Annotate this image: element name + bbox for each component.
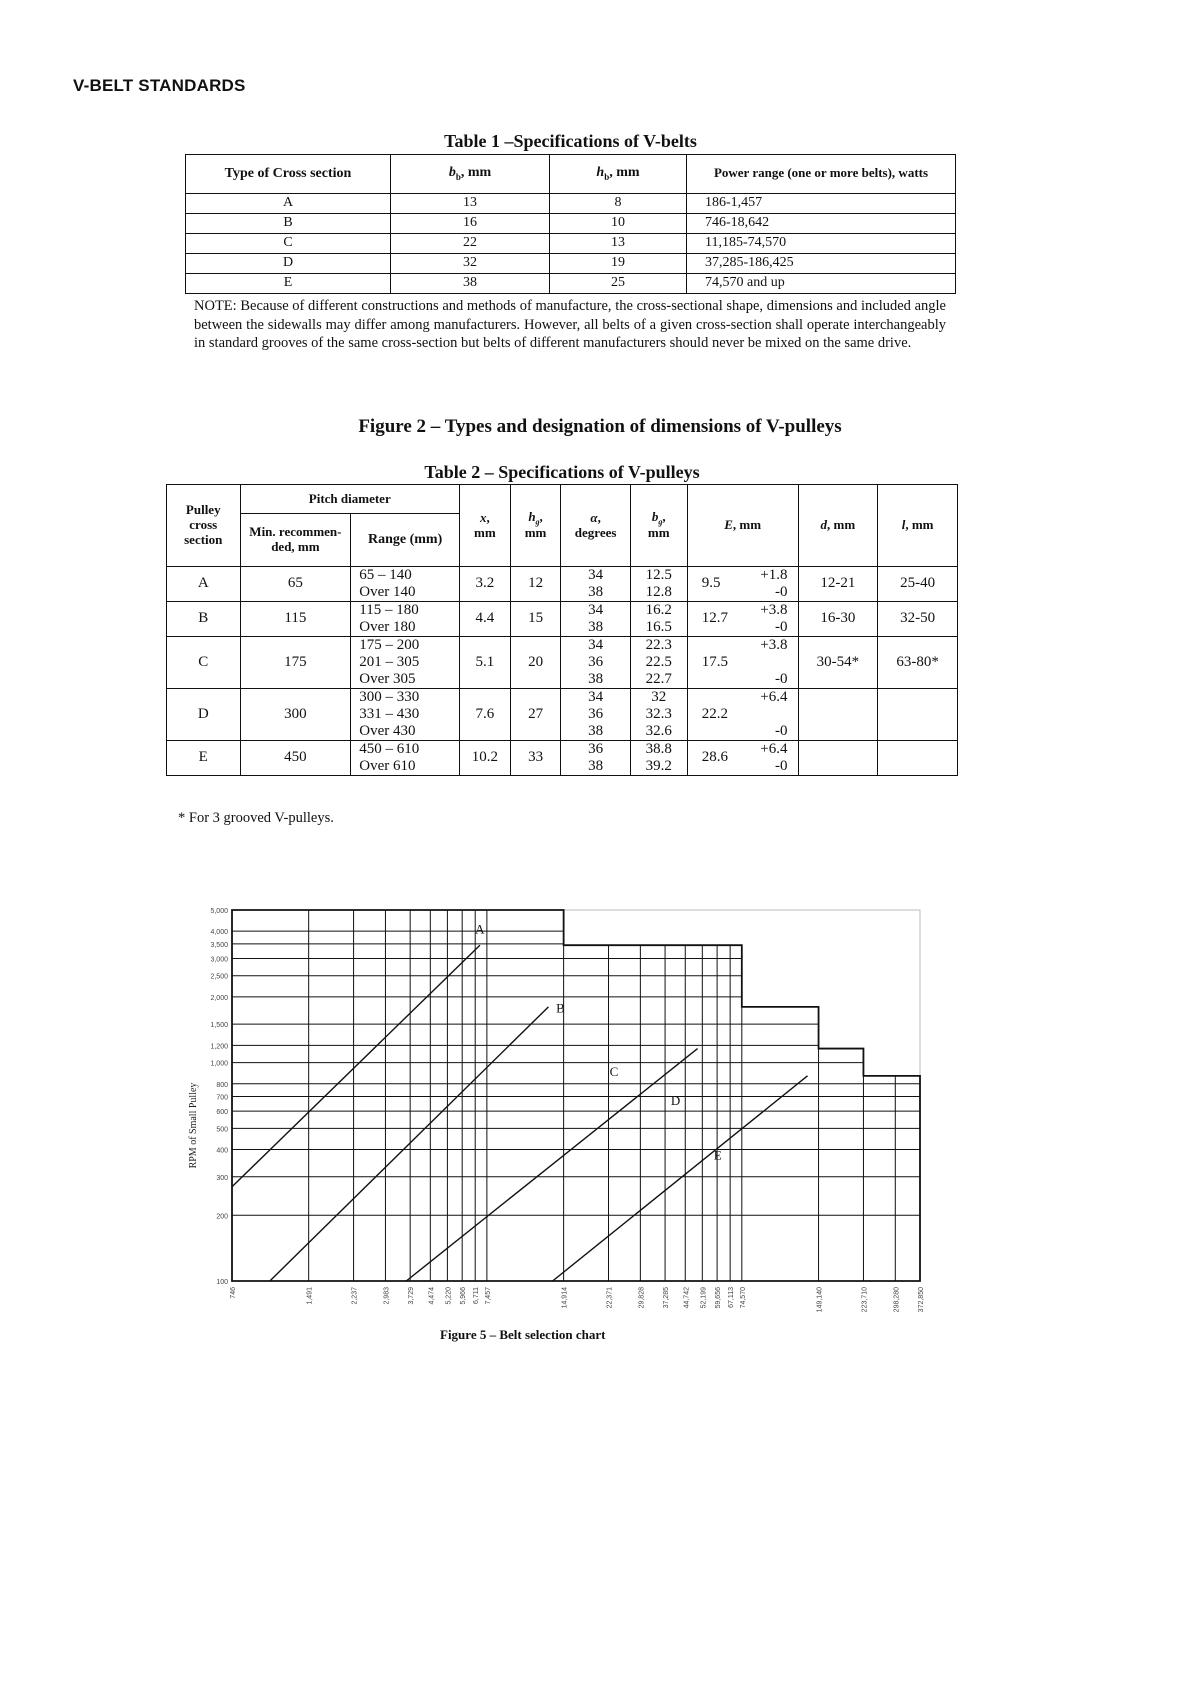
table-cell: D [186,254,391,274]
table1-caption: Table 1 –Specifications of V-belts [444,131,697,151]
table-row [186,214,956,234]
table-cell: 63-80* [878,637,958,689]
x-tick-label: 4,474 [428,1287,436,1305]
table-cell: 115 – 180 Over 180 [351,602,460,637]
table1-header-power: Power range (one or more belts), watts [687,155,956,194]
x-tick-label: 22,371 [606,1287,614,1309]
y-tick-label: 200 [216,1213,228,1221]
table-cell: 3.2 [459,567,510,602]
table-cell: 22.3 22.5 22.7 [630,637,687,689]
table-cell: 15 [510,602,561,637]
table-cell: 32 [391,254,550,274]
x-tick-label: 52,199 [700,1287,708,1309]
y-tick-label: 300 [216,1174,228,1182]
x-tick-label: 7,457 [484,1287,492,1305]
table-cell: 32 32.3 32.6 [630,689,687,741]
table-row [186,254,956,274]
table1-header-row [186,155,956,194]
table1 [185,154,956,294]
table-cell: 16-30 [798,602,878,637]
table-cell: 74,570 and up [687,274,956,294]
table-cell: 22.2 +6.4 -0 [687,689,798,741]
plot-frame [232,910,920,1281]
table-cell: 746-18,642 [687,214,956,234]
y-tick-label: 500 [216,1126,228,1134]
table-cell: 34 36 38 [561,637,630,689]
table2-caption: Table 2 – Specifications of V-pulleys [424,462,700,482]
y-tick-label: 700 [216,1094,228,1102]
table-cell: 28.6 +6.4 -0 [687,741,798,776]
region-label-a: A [475,921,485,937]
table-cell: 13 [550,234,687,254]
table2-header-pitch: Pitch diameter [240,485,459,514]
figure2-caption: Figure 2 – Types and designation of dimensions of V-pulleys [358,416,842,437]
table-cell: 25 [550,274,687,294]
x-tick-label: 298,280 [893,1287,901,1313]
x-tick-label: 59,656 [715,1287,723,1309]
x-tick-label: 5,966 [460,1287,468,1305]
table-cell: 19 [550,254,687,274]
x-tick-label: 1,491 [306,1287,314,1305]
table-cell: 65 [240,567,351,602]
table-cell: 27 [510,689,561,741]
table-cell: 7.6 [459,689,510,741]
table-cell: 175 – 200 201 – 305 Over 305 [351,637,460,689]
x-tick-label: 37,285 [663,1287,671,1309]
table2-header-e: E, mm [687,485,798,567]
region-label-d: D [670,1092,681,1108]
table-cell: 37,285-186,425 [687,254,956,274]
table-row [167,602,958,637]
table-cell: B [167,602,241,637]
table1-header-bb: $b_b$, mm [391,155,550,194]
y-tick-label: 800 [216,1081,228,1089]
x-tick-label: 5,220 [445,1287,453,1305]
x-tick-label: 14,914 [561,1287,569,1309]
table-cell: 13 [391,194,550,214]
table-cell [798,741,878,776]
x-tick-label: 44,742 [683,1287,691,1309]
table-cell: 36 38 [561,741,630,776]
table-cell: C [186,234,391,254]
table-cell: 450 [240,741,351,776]
y-tick-label: 3,500 [210,941,228,949]
table-cell: 34 36 38 [561,689,630,741]
table-cell: 34 38 [561,567,630,602]
table-cell: 25-40 [878,567,958,602]
table-cell: C [167,637,241,689]
x-tick-label: 2,983 [383,1287,391,1305]
table-cell: 4.4 [459,602,510,637]
table-cell: 16 [391,214,550,234]
table-cell: B [186,214,391,234]
x-tick-label: 67,113 [728,1287,736,1308]
table-cell: 115 [240,602,351,637]
table-cell: E [167,741,241,776]
table-cell: 300 – 330 331 – 430 Over 430 [351,689,460,741]
table2-header-l: l, mm [878,485,958,567]
table-cell: 33 [510,741,561,776]
table-cell: E [186,274,391,294]
table1-header-type: Type of Cross section [186,155,391,194]
table-row [167,741,958,776]
table-cell: 12.5 12.8 [630,567,687,602]
y-tick-label: 1,500 [210,1022,228,1030]
table1-header-hb: $h_b$, mm [550,155,687,194]
region-label-c: C [609,1063,619,1079]
y-tick-label: 400 [216,1147,228,1155]
table-cell: 12-21 [798,567,878,602]
y-tick-label: 2,500 [210,973,228,981]
x-tick-label: 149,140 [816,1287,824,1313]
table2-header-bg: $b_g$, mm [630,485,687,567]
table-cell: 34 38 [561,602,630,637]
x-tick-label: 372,850 [918,1287,925,1313]
table-cell [798,689,878,741]
x-tick-label: 223,710 [861,1287,869,1313]
table-row [167,567,958,602]
y-tick-label: 100 [216,1279,228,1286]
table-row [186,274,956,294]
table2-header-x: x, mm [459,485,510,567]
table2-header-range: Range (mm) [351,514,460,567]
table-cell: 9.5 +1.8 -0 [687,567,798,602]
table-cell: 8 [550,194,687,214]
table2-header-hg: $h_g$, mm [510,485,561,567]
table-cell: 10.2 [459,741,510,776]
y-tick-label: 4,000 [210,929,228,937]
belt-selection-chart [180,896,940,1326]
table2-footnote: * For 3 grooved V-pulleys. [178,810,334,826]
table2-header-d: d, mm [798,485,878,567]
table1-note: NOTE: Because of different constructions and methods of manufacture, the cross-sectional shape, dimensions and included angle between the sidewalls may differ among manufacturers. However, all belts of a given cross-section shall operate interchangeably in standard grooves of the same cross-section but belts of different manufacturers should never be mixed on the same drive. [194,298,946,351]
table2-header-row [167,485,958,514]
table-cell [878,689,958,741]
table2-header-alpha: α, degrees [561,485,630,567]
region-label-e: E [713,1147,722,1163]
table-cell: 10 [550,214,687,234]
y-tick-label: 600 [216,1109,228,1117]
table-cell: 12 [510,567,561,602]
table-cell: A [186,194,391,214]
table-cell: A [167,567,241,602]
grid-lines [232,910,920,1281]
table-cell: 30-54* [798,637,878,689]
table-row [167,689,958,741]
y-tick-label: 5,000 [210,908,228,915]
boundary-line-b [270,1007,549,1281]
table2 [166,484,958,776]
selection-envelope [232,910,920,1281]
table2-header-min: Min. recommen-ded, mm [240,514,351,567]
table-cell: 17.5 +3.8 -0 [687,637,798,689]
table-cell: 65 – 140 Over 140 [351,567,460,602]
x-tick-label: 3,729 [408,1287,416,1305]
y-tick-label: 3,000 [210,956,228,964]
table-cell: 300 [240,689,351,741]
boundary-line-a [232,945,480,1187]
table-cell: 38 [391,274,550,294]
table-cell: 32-50 [878,602,958,637]
table-cell: 450 – 610 Over 610 [351,741,460,776]
y-tick-label: 1,000 [210,1060,228,1068]
table-cell: 20 [510,637,561,689]
x-tick-label: 29,828 [638,1287,646,1309]
x-tick-label: 2,237 [351,1287,359,1305]
table-cell: 16.2 16.5 [630,602,687,637]
table-row [186,234,956,254]
table-row [186,194,956,214]
table-row [167,637,958,689]
table2-header-pulley: Pulley cross section [167,485,241,567]
table-cell: 5.1 [459,637,510,689]
y-tick-label: 2,000 [210,994,228,1002]
table-cell: 38.8 39.2 [630,741,687,776]
region-label-b: B [556,1000,565,1016]
table-cell: 11,185-74,570 [687,234,956,254]
y-tick-label: 1,200 [210,1043,228,1051]
table-cell: 12.7 +3.8 -0 [687,602,798,637]
table-cell: 175 [240,637,351,689]
x-tick-label: 746 [230,1287,237,1299]
table-cell: 186-1,457 [687,194,956,214]
table-cell: 22 [391,234,550,254]
y-axis-label: RPM of Small Pulley [188,1082,199,1169]
table-cell [878,741,958,776]
page-heading: V-BELT STANDARDS [73,76,246,95]
chart-caption: Figure 5 – Belt selection chart [440,1327,606,1342]
x-tick-label: 6,711 [473,1287,481,1304]
table-cell: D [167,689,241,741]
x-tick-label: 74,570 [739,1287,747,1309]
